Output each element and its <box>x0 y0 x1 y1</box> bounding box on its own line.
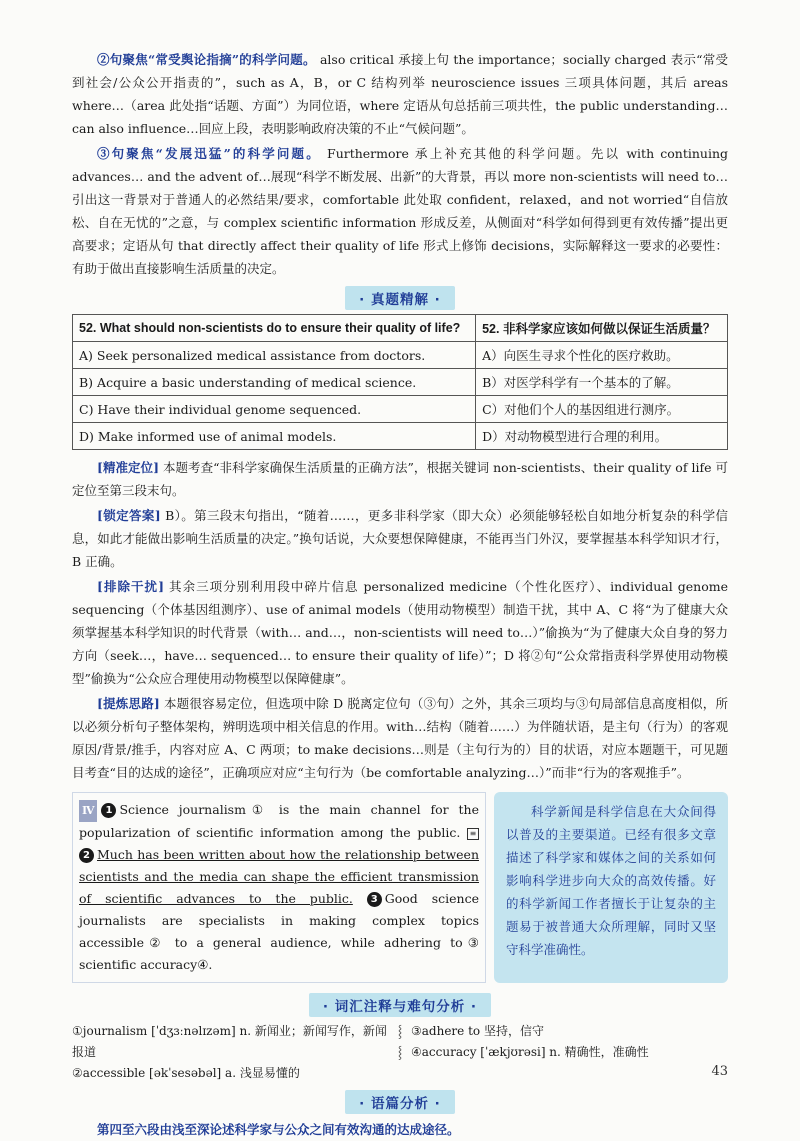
option-cn: B）对医学科学有一个基本的了解。 <box>476 369 728 396</box>
answer-text: B）。第三段末句指出，“随着……，更多非科学家（即大众）必须能够轻松自如地分析复杂的科学信息，如此才能做出影响生活质量的决定。”换句话说，大众要想保障健康，不能再当门外汉，要掌握基本科学知识才行，B 正确。 <box>72 508 728 569</box>
analysis-answer <box>72 504 728 573</box>
option-row <box>73 369 728 396</box>
paragraph-number: Ⅳ <box>79 800 97 822</box>
refine-label: [提炼思路] <box>97 696 160 711</box>
option-row <box>73 423 728 450</box>
vocab-column-left <box>72 1021 389 1084</box>
vocab-item: ③adhere to 坚持，信守 <box>411 1024 544 1038</box>
sentence-3-heading: ③句聚焦“发展迅猛”的科学问题。 <box>97 146 321 161</box>
option-en: D) Make informed use of animal models. <box>73 423 476 450</box>
sentence-3-marker: 3 <box>367 892 382 907</box>
question-en: 52. What should non-scientists do to ensure their quality of life? <box>73 315 476 342</box>
passage-sentence-1: Science journalism① is the main channel for the popularization of scientific information among the public. <box>79 802 479 840</box>
sentence-2-heading: ②句聚焦“常受舆论指摘”的科学问题。 <box>97 52 316 67</box>
passage-english <box>72 792 486 983</box>
question-row <box>73 315 728 342</box>
sentence-1-marker: 1 <box>101 803 116 818</box>
analysis-refine <box>72 692 728 784</box>
page-number: 43 <box>711 1064 728 1079</box>
option-en: C) Have their individual genome sequenced. <box>73 396 476 423</box>
answer-label: [锁定答案] <box>97 508 161 523</box>
option-cn: D）对动物模型进行合理的利用。 <box>476 423 728 450</box>
question-table <box>72 314 728 450</box>
paragraph-sentence-2 <box>72 48 728 140</box>
analysis-exclude <box>72 575 728 690</box>
discourse-summary: 第四至六段由浅至深论述科学家与公众之间有效沟通的达成途径。 <box>97 1122 460 1137</box>
option-en: A) Seek personalized medical assistance from doctors. <box>73 342 476 369</box>
vocab-item: ②accessible [əkˈsesəbəl] a. 浅显易懂的 <box>72 1066 300 1080</box>
option-row <box>73 342 728 369</box>
locate-text: 本题考查“非科学家确保生活质量的正确方法”，根据关键词 non-scientists、their quality of life 可定位至第三段末句。 <box>72 460 728 498</box>
locate-label: [精准定位] <box>97 460 159 475</box>
option-en: B) Acquire a basic understanding of medical science. <box>73 369 476 396</box>
option-cn: C）对他们个人的基因组进行测序。 <box>476 396 728 423</box>
paragraph-sentence-3 <box>72 142 728 280</box>
vocab-list <box>72 1021 728 1084</box>
note-mark-icon: ≡ <box>467 828 479 840</box>
section-vocab-header <box>72 993 728 1017</box>
refine-text: 本题很容易定位，但选项中除 D 脱离定位句（③句）之外，其余三项均与③句局部信息高度相似，所以必须分析句子整体架构，辨明选项中相关信息的作用。with…结构（随着……）为伴随状语，是主句（行为）的客观原因/背景/推手，内容对应 A、C 两项；to make decisions…则是（主句行为的）目的状语，对应本题题干，可见题目考查“目的达成的途径”，正确项应对应“主句行为（be comfortable analyzing…）”而非“行为的客观推手”。 <box>72 696 728 780</box>
sentence-2-marker: 2 <box>79 848 94 863</box>
sentence-3-body: Furthermore 承上补充其他的科学问题。先以 with continuing advances… and the advent of…展现“科学不断发展、出新”的大背景，再以 more non-scientists will need to…引出这一背景对于普通人的必然结果/要求，comfortable 此处取 confident，relaxed，and not worried“自信放松、自在无忧的”之意，与 complex scientific information 形成反差，从侧面对“科学如何得到更有效传播”提出更高要求；定语从句 that directly affect their quality of life 形式上修饰 decisions，实际解释这一要求的必要性：有助于做出直接影响生活质量的决定。 <box>72 146 728 276</box>
sentence-2-body: also critical 承接上句 the importance；socially charged 表示“常受到社会/公众公开指责的”，such as A，B，or C 结构列举 neuroscience issues 三项具体问题，其后 areas where…（area 此处指“话题、方面”）为同位语，where 定语从句总括前三项共性，the public understanding… can also influence…回应上段，表明影响政府决策的不止“气候问题”。 <box>72 52 728 136</box>
passage-translation: 科学新闻是科学信息在大众间得以普及的主要渠道。已经有很多文章描述了科学家和媒体之间的关系如何影响科学进步向大众的高效传播。好的科学新闻工作者擅长于让复杂的主题易于被普通大众所理解，同时又坚守科学准确性。 <box>494 792 728 983</box>
option-cn: A）向医生寻求个性化的医疗救助。 <box>476 342 728 369</box>
passage-sentence-3: Good science journalists are specialists in making complex topics accessible② to a general audience, while adhering to③ scientific accuracy④. <box>79 891 479 972</box>
passage-section <box>72 792 728 983</box>
section-exam-title: · 真题精解 · <box>345 286 455 310</box>
passage-sentence-2: Much has been written about how the relationship between scientists and the media can shape the efficient transmission of scientific advances to the public. <box>79 847 479 906</box>
section-vocab-title: · 词汇注释与难句分析 · <box>309 993 491 1017</box>
section-discourse-title: · 语篇分析 · <box>345 1090 455 1114</box>
exclude-label: [排除干扰] <box>97 579 165 594</box>
vocab-item: ④accuracy [ˈækjʊrəsi] n. 精确性，准确性 <box>411 1045 649 1059</box>
section-discourse-header <box>72 1090 728 1114</box>
analysis-locate <box>72 456 728 502</box>
section-exam-header <box>72 286 728 310</box>
exclude-text: 其余三项分别利用段中碎片信息 personalized medicine（个性化医疗）、individual genome sequencing（个体基因组测序）、use of animal models（使用动物模型）制造干扰，其中 A、C 将“为了健康大众须掌握基本科学知识的时代背景（with… and…，non-scientists will need to…）”偷换为“为了健康大众自身的努力方向（seek…，have… sequenced… to ensure their quality of life）”；D 将②句“公众常指责科学界使用动物模型”偷换为“公众应合理使用动物模型以保障健康”。 <box>72 579 728 686</box>
page-content <box>72 48 728 1141</box>
question-cn: 52. 非科学家应该如何做以保证生活质量？ <box>476 315 728 342</box>
vocab-separator-icon: ⸾ ⸾ <box>397 1024 403 1059</box>
option-row <box>73 396 728 423</box>
vocab-column-right <box>411 1021 728 1084</box>
vocab-item: ①journalism [ˈdʒɜːnəlɪzəm] n. 新闻业；新闻写作，新闻报道 <box>72 1024 387 1059</box>
